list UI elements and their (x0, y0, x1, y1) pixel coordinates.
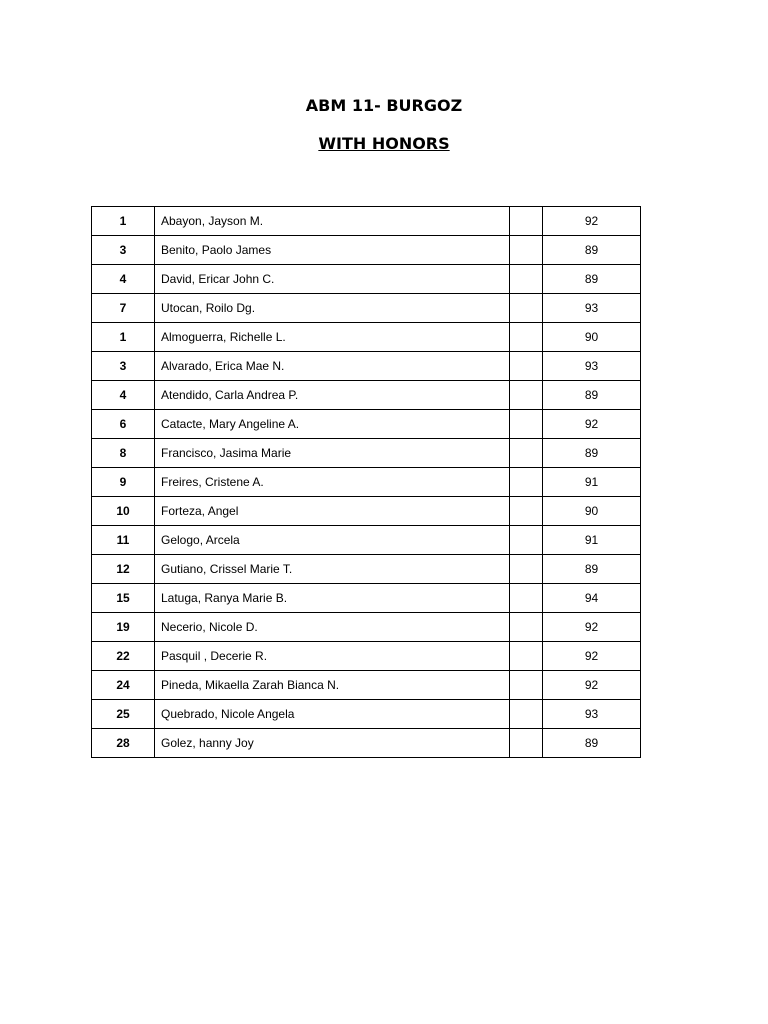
student-grade: 89 (543, 729, 641, 758)
student-grade: 93 (543, 352, 641, 381)
student-number: 6 (92, 410, 155, 439)
student-number: 4 (92, 265, 155, 294)
student-name: Benito, Paolo James (155, 236, 510, 265)
empty-cell (510, 671, 543, 700)
student-grade: 91 (543, 526, 641, 555)
student-grade: 93 (543, 294, 641, 323)
table-row (92, 671, 641, 700)
student-number: 7 (92, 294, 155, 323)
empty-cell (510, 352, 543, 381)
empty-cell (510, 410, 543, 439)
table-row (92, 323, 641, 352)
student-number: 3 (92, 236, 155, 265)
student-grade: 92 (543, 671, 641, 700)
student-name: Pineda, Mikaella Zarah Bianca N. (155, 671, 510, 700)
student-name: Golez, hanny Joy (155, 729, 510, 758)
page-title: ABM 11- BURGOZ (305, 96, 463, 115)
student-name: Utocan, Roilo Dg. (155, 294, 510, 323)
student-name: Gutiano, Crissel Marie T. (155, 555, 510, 584)
student-grade: 89 (543, 265, 641, 294)
student-number: 1 (92, 207, 155, 236)
empty-cell (510, 236, 543, 265)
student-grade: 89 (543, 236, 641, 265)
student-grade: 89 (543, 555, 641, 584)
student-number: 25 (92, 700, 155, 729)
empty-cell (510, 700, 543, 729)
empty-cell (510, 323, 543, 352)
table-row (92, 236, 641, 265)
empty-cell (510, 613, 543, 642)
empty-cell (510, 468, 543, 497)
student-number: 22 (92, 642, 155, 671)
student-number: 8 (92, 439, 155, 468)
student-number: 4 (92, 381, 155, 410)
student-number: 3 (92, 352, 155, 381)
table-row (92, 207, 641, 236)
student-name: David, Ericar John C. (155, 265, 510, 294)
student-grade: 94 (543, 584, 641, 613)
student-name: Pasquil , Decerie R. (155, 642, 510, 671)
table-row (92, 613, 641, 642)
student-name: Catacte, Mary Angeline A. (155, 410, 510, 439)
student-name: Abayon, Jayson M. (155, 207, 510, 236)
student-grade: 92 (543, 613, 641, 642)
student-grade: 89 (543, 381, 641, 410)
student-name: Almoguerra, Richelle L. (155, 323, 510, 352)
student-grade: 92 (543, 207, 641, 236)
student-grade: 89 (543, 439, 641, 468)
table-row (92, 526, 641, 555)
student-name: Atendido, Carla Andrea P. (155, 381, 510, 410)
table-row (92, 584, 641, 613)
table-row (92, 642, 641, 671)
student-name: Freires, Cristene A. (155, 468, 510, 497)
student-number: 15 (92, 584, 155, 613)
empty-cell (510, 265, 543, 294)
student-number: 19 (92, 613, 155, 642)
empty-cell (510, 497, 543, 526)
student-grade: 92 (543, 410, 641, 439)
table-row (92, 265, 641, 294)
honors-table-body (92, 207, 641, 758)
empty-cell (510, 439, 543, 468)
student-number: 12 (92, 555, 155, 584)
empty-cell (510, 526, 543, 555)
table-row (92, 700, 641, 729)
page-subtitle: WITH HONORS (318, 134, 450, 153)
student-number: 28 (92, 729, 155, 758)
table-row (92, 497, 641, 526)
empty-cell (510, 584, 543, 613)
empty-cell (510, 729, 543, 758)
student-name: Francisco, Jasima Marie (155, 439, 510, 468)
student-grade: 93 (543, 700, 641, 729)
student-name: Forteza, Angel (155, 497, 510, 526)
student-grade: 92 (543, 642, 641, 671)
student-grade: 90 (543, 497, 641, 526)
student-grade: 91 (543, 468, 641, 497)
student-number: 11 (92, 526, 155, 555)
table-row (92, 352, 641, 381)
table-row (92, 381, 641, 410)
student-name: Quebrado, Nicole Angela (155, 700, 510, 729)
student-number: 24 (92, 671, 155, 700)
table-row (92, 468, 641, 497)
table-row (92, 555, 641, 584)
table-row (92, 439, 641, 468)
empty-cell (510, 555, 543, 584)
table-row (92, 729, 641, 758)
honors-table (91, 206, 641, 758)
table-row (92, 294, 641, 323)
student-name: Alvarado, Erica Mae N. (155, 352, 510, 381)
student-number: 10 (92, 497, 155, 526)
empty-cell (510, 207, 543, 236)
student-name: Necerio, Nicole D. (155, 613, 510, 642)
empty-cell (510, 381, 543, 410)
student-number: 9 (92, 468, 155, 497)
student-name: Gelogo, Arcela (155, 526, 510, 555)
empty-cell (510, 294, 543, 323)
student-number: 1 (92, 323, 155, 352)
empty-cell (510, 642, 543, 671)
student-name: Latuga, Ranya Marie B. (155, 584, 510, 613)
student-grade: 90 (543, 323, 641, 352)
table-row (92, 410, 641, 439)
